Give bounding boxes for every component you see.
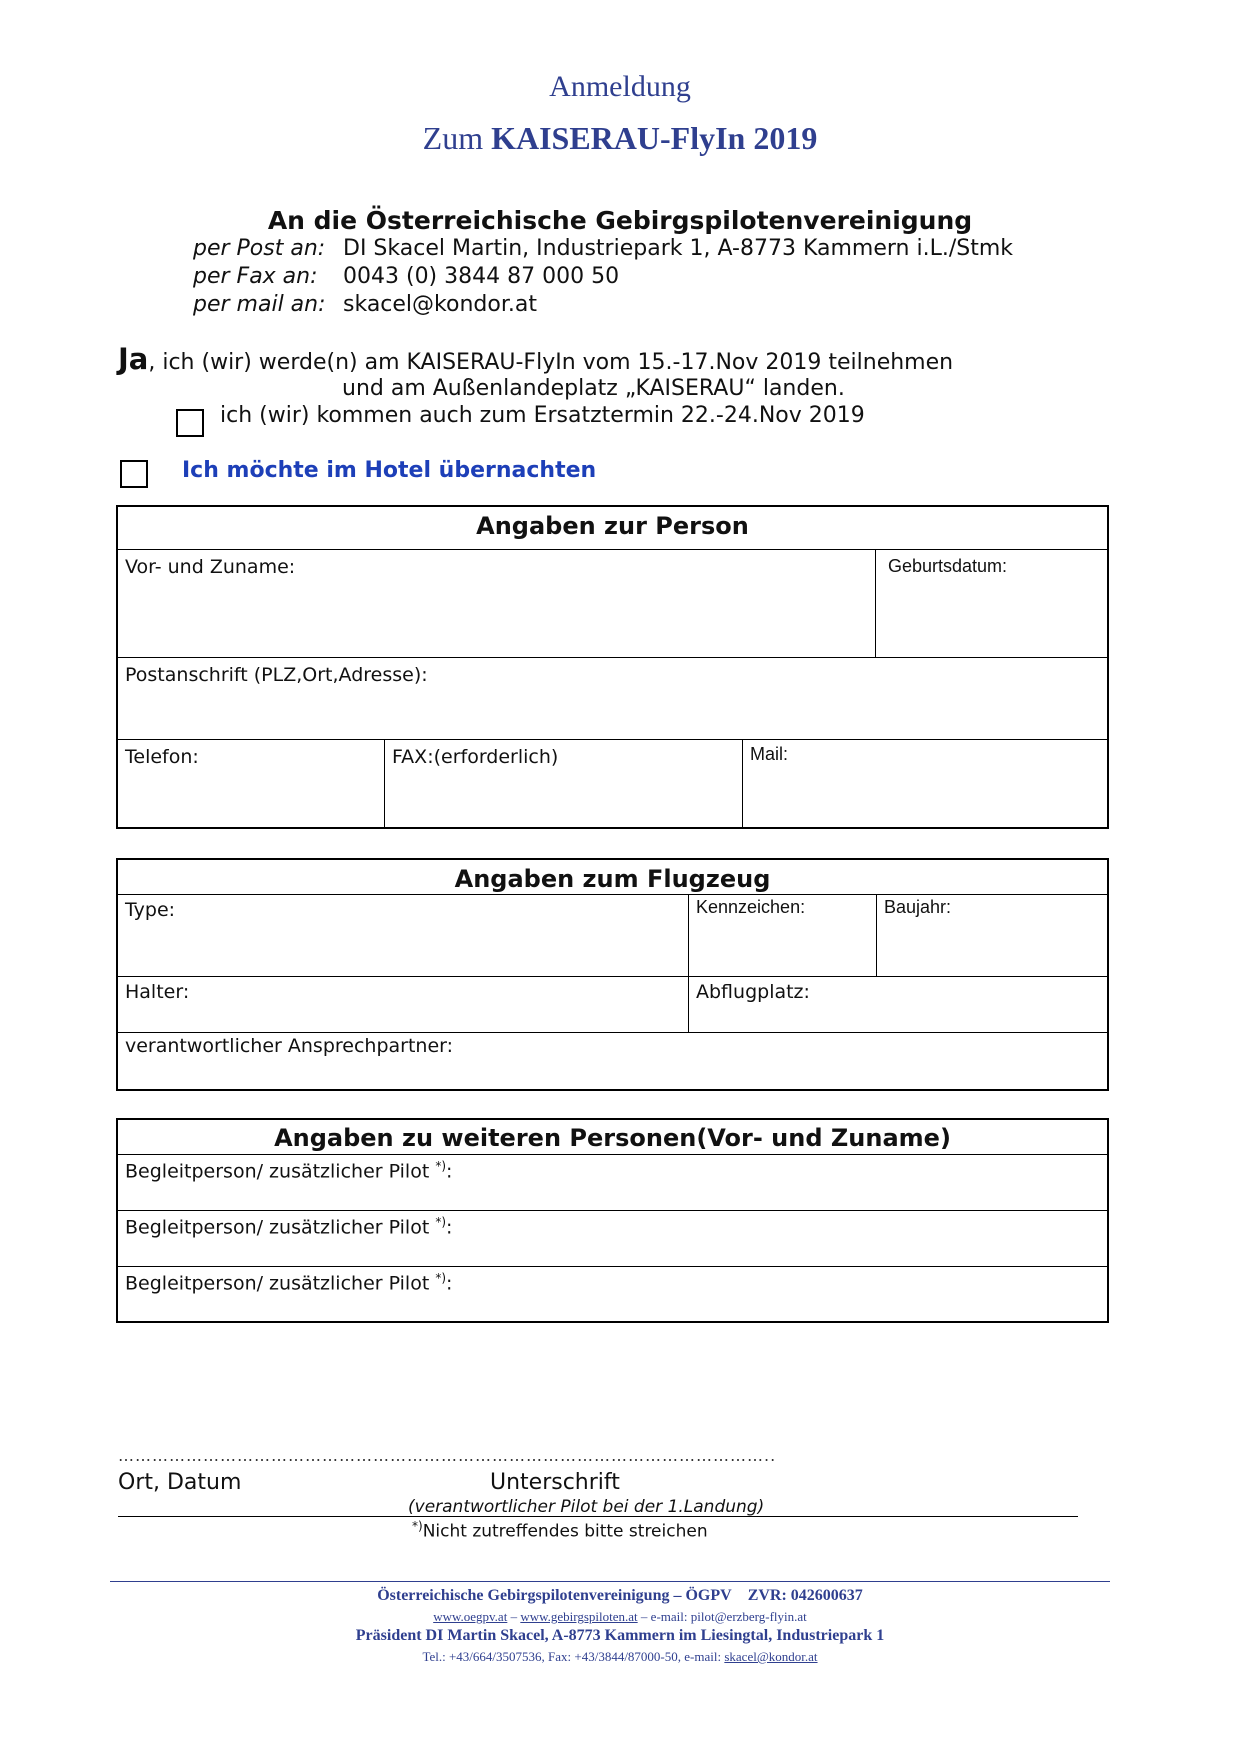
footer-rule (110, 1581, 1110, 1582)
event-title (0, 120, 1240, 157)
footer-org-line (0, 1587, 1240, 1605)
name-label: Vor- und Zuname: (125, 556, 296, 578)
departure-field[interactable] (688, 976, 1107, 1032)
fax-row (193, 264, 619, 289)
signature-sublabel: (verantwortlicher Pilot bei der 1.Landung) (408, 1497, 765, 1517)
companion-label-2: Begleitperson/ zusätzlicher Pilot *): (125, 1215, 453, 1239)
phone-field[interactable] (118, 739, 384, 827)
contact-person-field[interactable] (118, 1032, 1107, 1089)
additional-persons-section (116, 1118, 1109, 1323)
mail-field[interactable] (742, 739, 1107, 827)
additional-persons-heading: Angaben zu weiteren Personen(Vor- und Zuname) (274, 1124, 951, 1152)
event-title-prefix: Zum (422, 120, 492, 156)
footnote-marker: *) (412, 1519, 423, 1533)
owner-label: Halter: (125, 981, 190, 1003)
birthdate-label: Geburtsdatum: (888, 556, 1008, 576)
footer-contact-line (0, 1649, 1240, 1665)
fax-field-label: FAX:(erforderlich) (392, 746, 559, 768)
recipient-heading: An die Österreichische Gebirgspilotenvereinigung (267, 206, 973, 235)
postal-address-field[interactable] (118, 657, 1107, 739)
aircraft-section-heading: Angaben zum Flugzeug (454, 865, 771, 893)
footnote-text: Nicht zutreffendes bitte streichen (422, 1521, 708, 1542)
footnote (412, 1519, 708, 1542)
footer-email-text: – e-mail: pilot@erzberg-flyin.at (637, 1609, 807, 1624)
registration-line1: , ich (wir) werde(n) am KAISERAU-FlyIn vom 15.-17.Nov 2019 teilnehmen (148, 350, 954, 375)
type-label: Type: (125, 899, 176, 921)
signature-label: Unterschrift (490, 1470, 620, 1495)
aircraft-section (116, 858, 1109, 1091)
year-label: Baujahr: (884, 897, 952, 917)
footer-president: Präsident DI Martin Skacel, A-8773 Kammern im Liesingtal, Industriepark 1 (355, 1627, 885, 1644)
place-date-label: Ort, Datum (118, 1470, 242, 1495)
departure-label: Abflugplatz: (696, 981, 810, 1003)
registration-label: Kennzeichen: (696, 897, 806, 917)
companion-label-2-text: Begleitperson/ zusätzlicher Pilot (125, 1216, 430, 1239)
postal-address-label: Postanschrift (PLZ,Ort,Adresse): (125, 664, 428, 686)
companion-field-1[interactable] (118, 1154, 1107, 1210)
post-address-row (193, 236, 1013, 261)
footer-site1-link[interactable]: www.oegpv.at (433, 1609, 508, 1624)
contact-person-label: verantwortlicher Ansprechpartner: (125, 1035, 454, 1057)
year-field[interactable] (876, 894, 1107, 976)
companion-label-3-text: Begleitperson/ zusätzlicher Pilot (125, 1272, 430, 1295)
type-field[interactable] (118, 894, 688, 976)
companion-label-3: Begleitperson/ zusätzlicher Pilot *): (125, 1271, 453, 1295)
alt-date-checkbox[interactable] (176, 409, 204, 437)
signature-rule (118, 1516, 1078, 1517)
footer-site2-link[interactable]: www.gebirgspiloten.at (520, 1609, 638, 1624)
mail-value[interactable]: skacel@kondor.at (343, 292, 537, 317)
registration-field[interactable] (688, 894, 876, 976)
post-label: per Post an: (193, 236, 326, 261)
birthdate-field[interactable] (875, 549, 1107, 657)
footer-zvr: ZVR: 042600637 (747, 1587, 863, 1604)
post-value: DI Skacel Martin, Industriepark 1, A-8773 Kammern i.L./Stmk (343, 236, 1013, 261)
footer-email-link[interactable]: skacel@kondor.at (724, 1649, 818, 1664)
event-title-name: KAISERAU-FlyIn 2019 (491, 120, 818, 156)
mail-label: per mail an: (193, 292, 326, 317)
alt-date-label: ich (wir) kommen auch zum Ersatztermin 22.-24.Nov 2019 (220, 403, 865, 428)
hotel-label: Ich möchte im Hotel übernachten (182, 458, 597, 483)
companion-field-3[interactable] (118, 1266, 1107, 1321)
person-section-heading: Angaben zur Person (476, 512, 749, 540)
document-title: Anmeldung (549, 70, 691, 103)
signature-dotted-line: …………………………………………………………………………………………………….. (118, 1446, 777, 1465)
footnote-marker: *) (435, 1271, 447, 1285)
mail-field-label: Mail: (750, 744, 789, 764)
footer-org: Österreichische Gebirgspilotenvereinigung – ÖGPV (377, 1587, 732, 1604)
mail-row (193, 292, 537, 317)
footnote-marker: *) (435, 1159, 447, 1173)
footer-sep: – (507, 1609, 521, 1624)
person-section (116, 505, 1109, 829)
footnote-marker: *) (435, 1215, 447, 1229)
hotel-checkbox[interactable] (120, 460, 148, 488)
companion-label-1: Begleitperson/ zusätzlicher Pilot *): (125, 1159, 453, 1183)
ja-word: Ja (118, 342, 149, 376)
footer-web-line (0, 1609, 1240, 1625)
owner-field[interactable] (118, 976, 688, 1032)
registration-line2: und am Außenlandeplatz „KAISERAU“ landen. (342, 376, 845, 401)
fax-label: per Fax an: (193, 264, 318, 289)
phone-label: Telefon: (125, 746, 199, 768)
registration-statement (118, 342, 953, 376)
footer-contact-text: Tel.: +43/664/3507536, Fax: +43/3844/87000-50, e-mail: (422, 1649, 725, 1664)
name-field[interactable] (118, 549, 875, 657)
companion-field-2[interactable] (118, 1210, 1107, 1266)
fax-field[interactable] (384, 739, 742, 827)
companion-label-1-text: Begleitperson/ zusätzlicher Pilot (125, 1160, 430, 1183)
fax-value: 0043 (0) 3844 87 000 50 (343, 264, 620, 289)
